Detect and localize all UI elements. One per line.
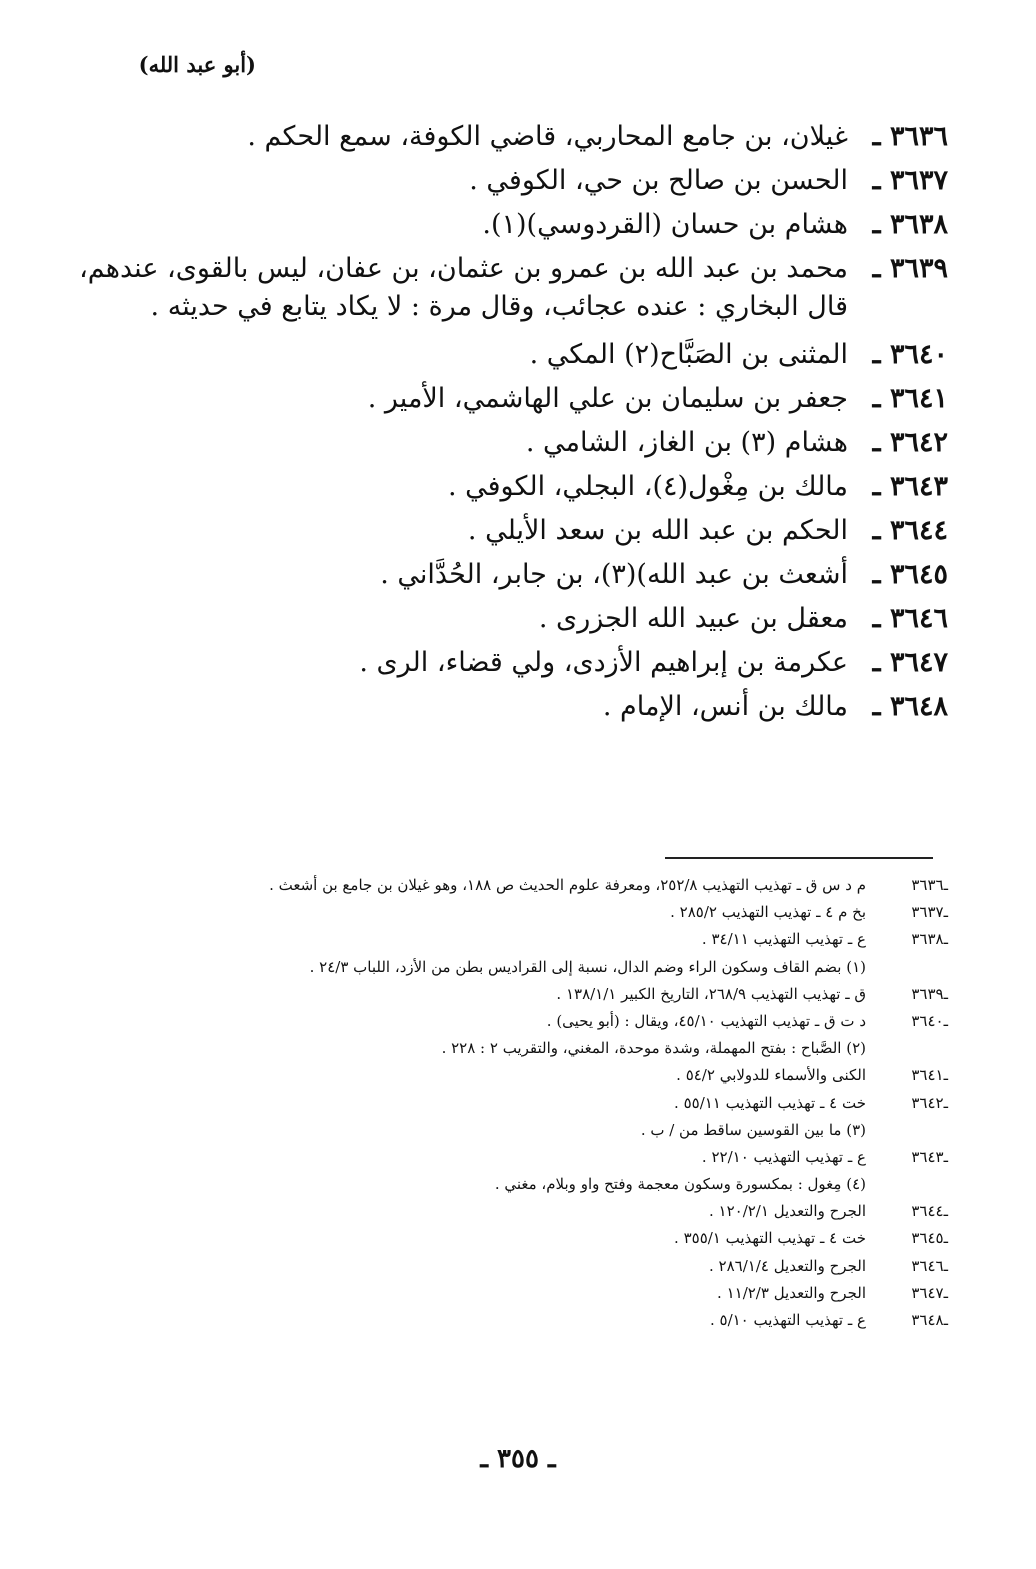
- entry: [148, 644, 948, 688]
- footnote-text: (٤) مِغول : بمكسورة وسكون معجمة وفتح واو وبلام، مغني .: [494, 1175, 866, 1194]
- entry-text: [148, 118, 848, 156]
- entry-line: غيلان، بن جامع المحاربي، قاضي الكوفة، سمع الحكم .: [247, 121, 848, 152]
- running-header: (أبو عبد الله): [138, 52, 256, 77]
- footnote-number: ـ٣٦٤٨: [911, 1311, 948, 1329]
- entry: [148, 688, 948, 732]
- footnote: [138, 1280, 948, 1307]
- entry-number: ٣٦٣٨ ـ: [872, 209, 948, 240]
- footnote-text: الجرح والتعديل ١١/٢/٣ .: [717, 1283, 866, 1302]
- entry-text: [148, 336, 848, 374]
- footnote-separator: [665, 857, 933, 859]
- entry: [79, 250, 948, 336]
- entry-line: جعفر بن سليمان بن علي الهاشمي، الأمير .: [367, 383, 848, 414]
- footnote-text: ع ـ تهذيب التهذيب ٥/١٠ .: [709, 1311, 866, 1329]
- entry: [148, 118, 948, 162]
- footnote-number: ـ٣٦٣٨: [911, 930, 948, 949]
- entry-number: ٣٦٣٩ ـ: [872, 253, 948, 284]
- entry-text: [148, 206, 848, 244]
- footnote: [138, 1225, 948, 1252]
- entries-list: [79, 118, 948, 732]
- footnote-text: ق ـ تهذيب التهذيب ٢٦٨/٩، التاريخ الكبير ١٣٨/١/١ .: [556, 984, 866, 1003]
- entry-line: هشام بن حسان (القردوسي)(١).: [482, 209, 848, 240]
- entry-line: محمد بن عبد الله بن عمرو بن عثمان، بن عفان، ليس بالقوى، عندهم،: [79, 253, 848, 284]
- entry: [148, 512, 948, 556]
- footnote: [138, 1171, 948, 1198]
- footnote-number: ـ٣٦٤٤: [911, 1202, 948, 1221]
- entry-text: [148, 600, 848, 638]
- footnote: [138, 926, 948, 953]
- entry-text: [148, 380, 848, 418]
- footnote-number: ـ٣٦٤٣: [911, 1147, 948, 1166]
- entry-number: ٣٦٤١ ـ: [872, 383, 948, 414]
- footnote-number: ـ٣٦٤٥: [911, 1229, 948, 1248]
- footnote: [138, 1253, 948, 1280]
- footnotes-list: [138, 872, 948, 1334]
- footnote: [138, 1062, 948, 1089]
- footnote: [138, 1090, 948, 1117]
- footnote: [138, 1117, 948, 1144]
- entry-number: ٣٦٣٦ ـ: [872, 121, 948, 152]
- footnote-number: ـ٣٦٤٧: [911, 1283, 948, 1302]
- footnote: [138, 1144, 948, 1171]
- footnote-text: (١) بضم القاف وسكون الراء وضم الدال، نسبة إلى القراديس بطن من الأزد، اللباب ٢٤/٣ .: [309, 957, 866, 976]
- footnote: [138, 954, 948, 981]
- entry-number: ٣٦٤٦ ـ: [872, 603, 948, 634]
- footnote: [138, 1307, 948, 1334]
- entry-text: [148, 162, 848, 200]
- footnote-text: بخ م ٤ ـ تهذيب التهذيب ٢٨٥/٢ .: [670, 903, 866, 922]
- entry-line: عكرمة بن إبراهيم الأزدى، ولي قضاء، الرى .: [359, 647, 848, 678]
- entry-line: الحسن بن صالح بن حي، الكوفي .: [469, 165, 848, 196]
- footnote-text: الكنى والأسماء للدولابي ٥٤/٢ .: [676, 1066, 866, 1085]
- entry: [148, 600, 948, 644]
- footnote: [138, 899, 948, 926]
- entry: [148, 162, 948, 206]
- entry-number: ٣٦٤٢ ـ: [872, 427, 948, 458]
- footnote-number: ـ٣٦٣٦: [911, 876, 948, 894]
- entry-number: ٣٦٤٠ ـ: [872, 339, 948, 370]
- entry-line: المثنى بن الصَبَّاح(٢) المكي .: [529, 339, 848, 370]
- entry-line: قال البخاري : عنده عجائب، وقال مرة : لا يكاد يتابع في حديثه .: [150, 291, 848, 322]
- footnote-number: ـ٣٦٤٢: [911, 1093, 948, 1112]
- footnote-text: الجرح والتعديل ٢٨٦/١/٤ .: [708, 1256, 866, 1275]
- entry: [148, 380, 948, 424]
- footnote-number: [866, 1171, 948, 1198]
- footnote-text: خت ٤ ـ تهذيب التهذيب ٣٥٥/١ .: [674, 1229, 866, 1248]
- entry-line: أشعث بن عبد الله)(٣)، بن جابر، الحُدَّاني .: [380, 559, 848, 590]
- entry-text: [148, 468, 848, 506]
- entry-text: [148, 512, 848, 550]
- footnote-text: ع ـ تهذيب التهذيب ٣٤/١١ .: [701, 930, 866, 949]
- footnote-text: ع ـ تهذيب التهذيب ٢٢/١٠ .: [701, 1147, 866, 1166]
- footnote-number: [866, 1035, 948, 1062]
- entry-text: [148, 556, 848, 594]
- footnote-number: ـ٣٦٣٧: [911, 903, 948, 922]
- entry-number: ٣٦٤٧ ـ: [872, 647, 948, 678]
- footnote: [138, 1008, 948, 1035]
- entry-line: الحكم بن عبد الله بن سعد الأيلي .: [467, 515, 848, 546]
- entry-line: هشام (٣) بن الغاز، الشامي .: [525, 427, 848, 458]
- footnote-number: ـ٣٦٤٦: [911, 1256, 948, 1275]
- entry-number: ٣٦٤٤ ـ: [872, 515, 948, 546]
- entry: [148, 424, 948, 468]
- entry-text: [148, 688, 848, 726]
- footnote-text: (٢) الصَّباح : بفتح المهملة، وشدة موحدة، المغني، والتقريب ٢ : ٢٢٨ .: [441, 1039, 866, 1058]
- entry: [148, 336, 948, 380]
- footnote: [138, 1198, 948, 1225]
- entry-number: ٣٦٤٣ ـ: [872, 471, 948, 502]
- entry-text: [79, 250, 848, 326]
- footnote-text: م د س ق ـ تهذيب التهذيب ٢٥٢/٨، ومعرفة علوم الحديث ص ١٨٨، وهو غيلان بن جامع بن أشعث .: [269, 876, 866, 894]
- footnote-number: ـ٣٦٤٠: [911, 1011, 948, 1030]
- footnote: [138, 872, 948, 899]
- entry-line: مالك بن مِغْول(٤)، البجلي، الكوفي .: [447, 471, 848, 502]
- footnote-number: ـ٣٦٤١: [911, 1066, 948, 1085]
- footnote-text: د ت ق ـ تهذيب التهذيب ٤٥/١٠، ويقال : (أبو يحيى) .: [546, 1011, 866, 1030]
- entry-line: مالك بن أنس، الإمام .: [602, 691, 848, 722]
- footnote-number: ـ٣٦٣٩: [911, 984, 948, 1003]
- entry: [148, 468, 948, 512]
- footnote-number: [866, 1117, 948, 1144]
- entry-number: ٣٦٤٨ ـ: [872, 691, 948, 722]
- entry: [148, 556, 948, 600]
- entry-line: معقل بن عبيد الله الجزرى .: [538, 603, 848, 634]
- footnote-text: (٣) ما بين القوسين ساقط من / ب .: [640, 1120, 866, 1139]
- page-number: ـ ٣٥٥ ـ: [480, 1444, 556, 1474]
- entry-number: ٣٦٤٥ ـ: [872, 559, 948, 590]
- entry: [148, 206, 948, 250]
- entry-text: [148, 424, 848, 462]
- footnote-text: خت ٤ ـ تهذيب التهذيب ٥٥/١١ .: [674, 1093, 866, 1112]
- entry-text: [148, 644, 848, 682]
- footnote-text: الجرح والتعديل ١٢٠/٢/١ .: [708, 1202, 866, 1221]
- footnote: [138, 981, 948, 1008]
- footnote: [138, 1035, 948, 1062]
- entry-number: ٣٦٣٧ ـ: [872, 165, 948, 196]
- footnote-number: [866, 954, 948, 981]
